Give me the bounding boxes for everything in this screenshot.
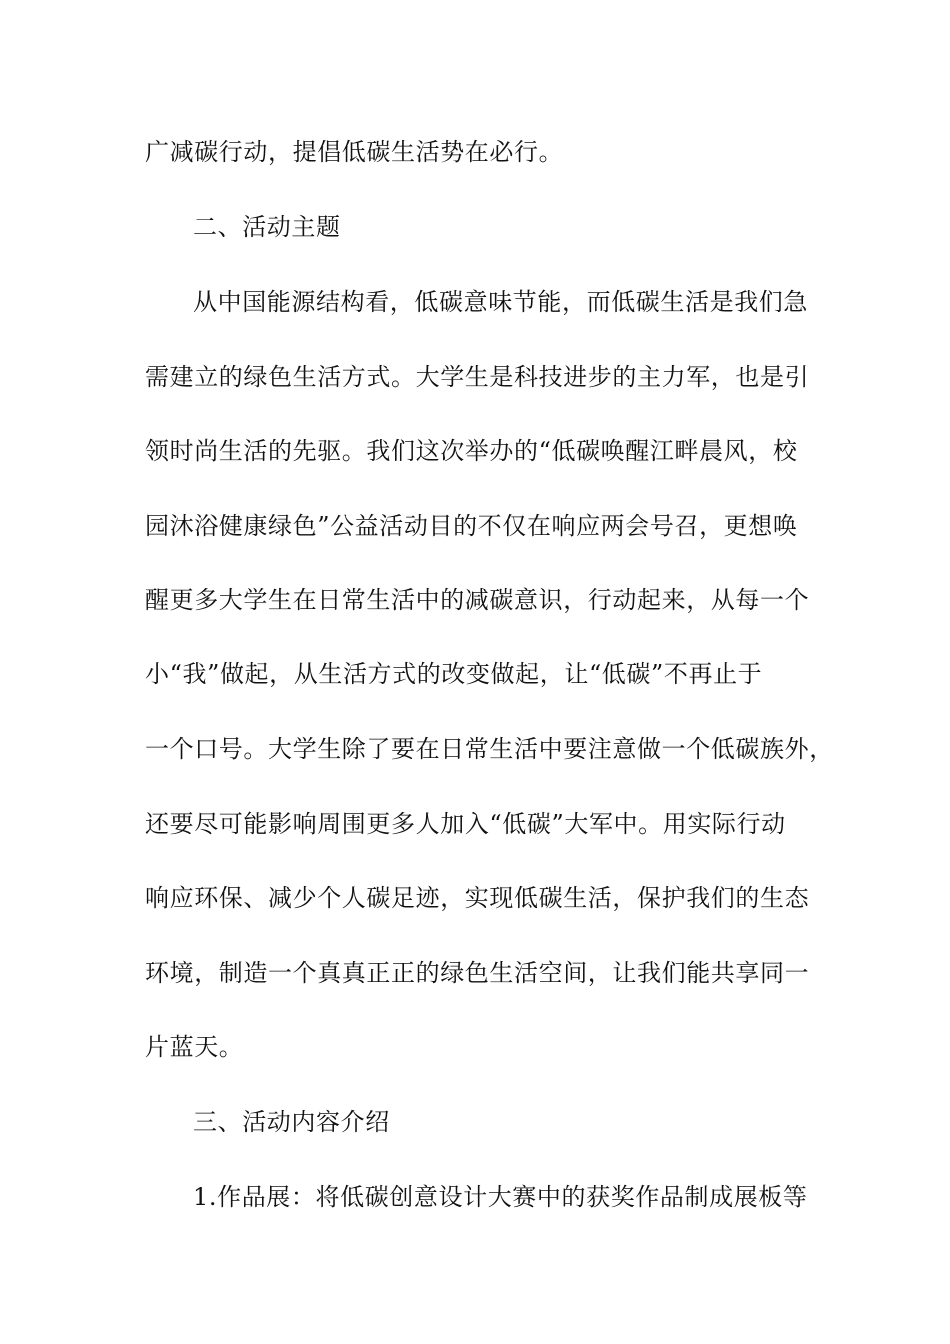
paragraph-line: 一个口号。大学生除了要在日常生活中要注意做一个低碳族外， [145,735,834,763]
paragraph-line: 小“我”做起，从生活方式的改变做起，让“低碳”不再止于 [145,660,763,688]
paragraph-line: 园沐浴健康绿色”公益活动目的不仅在响应两会号召，更想唤 [145,512,798,540]
paragraph-line: 需建立的绿色生活方式。大学生是科技进步的主力军，也是引 [145,363,810,391]
paragraph-line: 广减碳行动，提倡低碳生活势在必行。 [145,138,564,166]
section-heading: 二、活动主题 [193,213,341,241]
paragraph-line: 还要尽可能影响周围更多人加入“低碳”大军中。用实际行动 [145,810,786,838]
paragraph-line: 从中国能源结构看，低碳意味节能，而低碳生活是我们急 [193,288,808,316]
paragraph-line: 片蓝天。 [145,1033,244,1061]
paragraph-line: 响应环保、减少个人碳足迹，实现低碳生活，保护我们的生态 [145,884,810,912]
paragraph-line: 醒更多大学生在日常生活中的减碳意识，行动起来，从每一个 [145,586,810,614]
paragraph-line: 1.作品展：将低碳创意设计大赛中的获奖作品制成展板等 [193,1183,808,1211]
paragraph-line: 领时尚生活的先驱。我们这次举办的“低碳唤醒江畔晨风，校 [145,437,798,465]
paragraph-line: 环境，制造一个真真正正的绿色生活空间，让我们能共享同一 [145,959,810,987]
section-heading: 三、活动内容介绍 [193,1108,390,1136]
